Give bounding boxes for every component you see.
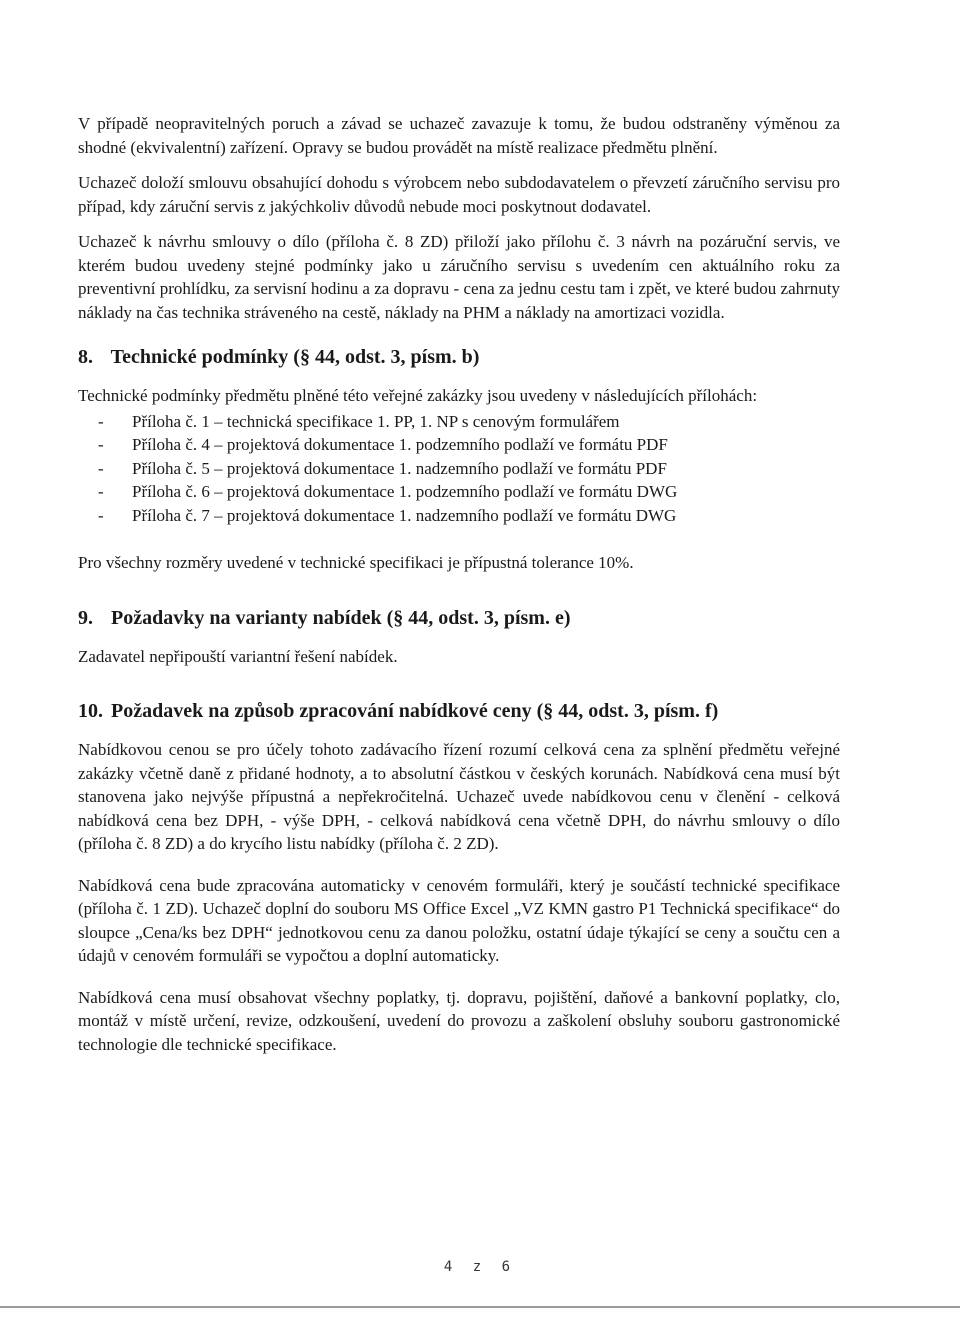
section-10-title: Požadavek na způsob zpracování nabídkové ceny (§ 44, odst. 3, písm. f) [111,700,719,722]
section-10-paragraph-price: Nabídkovou cenou se pro účely tohoto zadávacího řízení rozumí celková cena za splnění předmětu veřejné zakázky včetně daně z přidané hodnoty, a to absolutní částkou v českých korunách. Nabídková cena musí být stanovena jako nejvýše přípustná a nepřekročitelná. Uchazeč uvede nabídkovou cenu v členění - celková nabídková cena bez DPH, - výše DPH, - celková nabídková cena včetně DPH, do návrhu smlouvy o dílo (příloha č. 8 ZD) a do krycího listu nabídky (příloha č. 2 ZD). [78,740,840,853]
list-item: - Příloha č. 7 – projektová dokumentace 1. nadzemního podlaží ve formátu DWG [98,505,677,525]
list-item: - Příloha č. 4 – projektová dokumentace 1. podzemního podlaží ve formátu PDF [98,435,668,454]
list-item: - Příloha č. 5 – projektová dokumentace 1. nadzemního podlaží ve formátu PDF [98,458,667,478]
paragraph-service-contract: Uchazeč doloží smlouvu obsahující dohodu s výrobcem nebo subdodavatelem o převzetí záručního servisu pro případ, kdy záruční servis z jakýchkoliv důvodů nebude moci poskytnout dodavatel. [78,173,840,216]
section-8-heading [78,344,840,370]
list-item: - Příloha č. 6 – projektová dokumentace 1. podzemního podlaží ve formátu DWG [98,482,678,501]
paragraph-repair: V případě neopravitelných poruch a závad se uchazeč zavazuje k tomu, že budou odstraněny výměnou za shodné (ekvivalentní) zařízení. Opravy se budou provádět na místě realizace předmětu plnění. [78,114,840,157]
section-10-paragraph-form: Nabídková cena bude zpracována automaticky v cenovém formuláři, který je součástí technické specifikace (příloha č. 1 ZD). Uchazeč doplní do souboru MS Office Excel „VZ KMN gastro P1 Technická specifikace“ do sloupce „Cena/ks bez DPH“ jednotkovou cenu za danou položku, ostatní údaje týkající se ceny a součtu cen a údajů v cenovém formuláři se vypočtou a doplní automaticky. [78,875,840,965]
paragraph-post-warranty: Uchazeč k návrhu smlouvy o dílo (příloha č. 8 ZD) přiloží jako přílohu č. 3 návrh na pozáruční servis, ve kterém budou uvedeny stejné podmínky jako u záručního servisu s uvedením cen aktuálního roku za preventivní prohlídku, za servisní hodinu a za dopravu - cena za jednu cestu tam i zpět, ve které budou zahrnuty náklady na čas technika stráveného na cestě, náklady na PHM a náklady na amortizaci vozidla. [78,232,840,322]
document-page [78,112,840,1074]
section-10-heading [78,698,840,724]
section-9-title: Požadavky na varianty nabídek (§ 44, odst. 3, písm. e) [111,606,571,629]
section-8-title: Technické podmínky (§ 44, odst. 3, písm. b) [110,346,480,368]
list-item: - Příloha č. 1 – technická specifikace 1. PP, 1. NP s cenovým formulářem [98,411,620,431]
page-number: 4 z 6 [443,1259,517,1275]
bottom-rule [0,1306,960,1308]
section-8-tolerance: Pro všechny rozměry uvedené v technické specifikaci je přípustná tolerance 10%. [78,553,634,572]
section-9-number: 9. [78,606,93,629]
section-10-number: 10. [78,700,103,722]
section-9-text: Zadavatel nepřipouští variantní řešení nabídek. [78,646,398,666]
section-10-paragraph-fees: Nabídková cena musí obsahovat všechny poplatky, tj. dopravu, pojištění, daňové a bankovní poplatky, clo, montáž v místě určení, revize, odzkoušení, uvedení do provozu a zaškolení obsluhy souboru gastronomické technologie dle technické specifikace. [78,987,840,1054]
section-8-number: 8. [78,346,93,368]
section-8-intro: Technické podmínky předmětu plněné této veřejné zakázky jsou uvedeny v následujících přílohách: [78,386,758,405]
section-9-heading [78,605,840,631]
attachment-list [78,410,840,528]
